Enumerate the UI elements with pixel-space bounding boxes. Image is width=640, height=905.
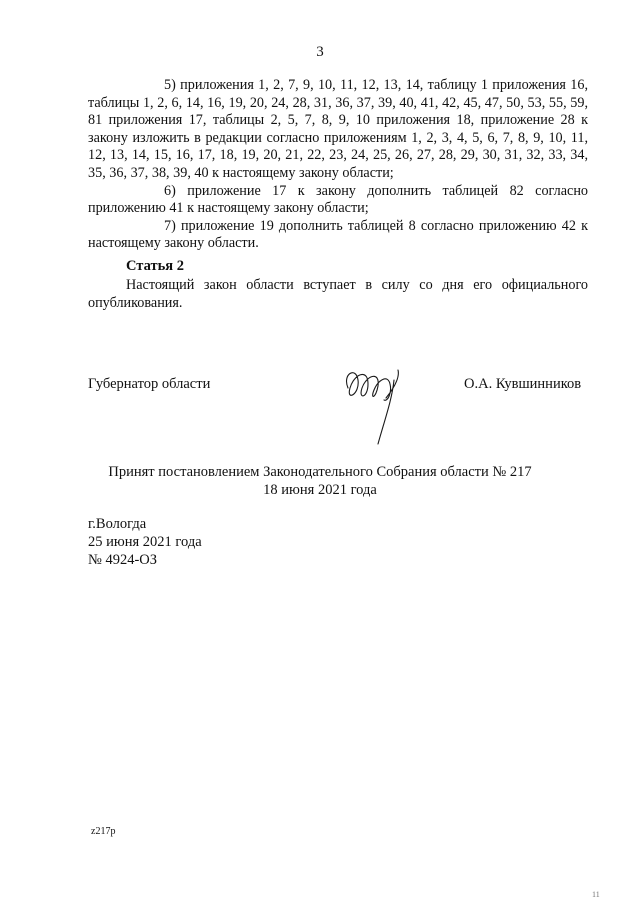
document-code: z217р — [91, 826, 116, 837]
item-number: 6) — [164, 182, 176, 199]
signing-date: 25 июня 2021 года — [88, 534, 202, 550]
item-text: приложение 17 к закону дополнить таблицей 82 согласно приложению 41 к настоящему закону области; — [88, 182, 589, 217]
law-number: № 4924-ОЗ — [88, 552, 158, 568]
place-date-number — [88, 515, 202, 569]
item-text: приложения 1, 2, 7, 9, 10, 11, 12, 13, 14, таблицу 1 приложения 16, таблицы 1, 2, 6, 14, 16, 19, 20, 24, 28, 31, 36, 37, 39, 40, 41, 42, 45, 47, 50, 53, 55, 59, 81 приложения 17, таблицы 2, 5, 7, 8, 9, 10 приложения 18, приложение 28 к закону изложить в редакции согласно приложениям 1, 2, 3, 4, 5, 6, 7, 8, 9, 10, 11, 12, 13, 14, 15, 16, 17, 18, 19, 20, 21, 22, 23, 24, 25, 26, 27, 28, 29, 30, 31, 32, 33, 34, 35, 36, 37, 38, 39, 40 к настоящему закону области; — [88, 77, 589, 181]
adoption-date: 18 июня 2021 года — [263, 482, 377, 498]
article-text: Настоящий закон области вступает в силу со дня его официального опубликования. — [88, 277, 588, 311]
amendment-list — [88, 77, 588, 253]
city: г.Вологда — [88, 516, 147, 532]
page-number: 3 — [316, 44, 324, 60]
signature — [338, 360, 413, 450]
item-number: 7) — [164, 217, 176, 234]
list-item — [88, 183, 588, 218]
signatory-title: Губернатор области — [88, 376, 211, 392]
adoption-info — [0, 463, 640, 499]
item-text: приложение 19 дополнить таблицей 8 согласно приложению 42 к настоящему закону области. — [88, 217, 589, 252]
list-item — [88, 218, 588, 253]
list-item — [88, 77, 588, 183]
adoption-line: Принят постановлением Законодательного Собрания области № 217 — [108, 464, 532, 480]
item-number: 5) — [164, 77, 176, 93]
article-heading: Статья 2 — [126, 258, 184, 274]
signatory-name: О.А. Кувшинников — [464, 376, 582, 392]
corner-mark: 11 — [592, 890, 600, 899]
